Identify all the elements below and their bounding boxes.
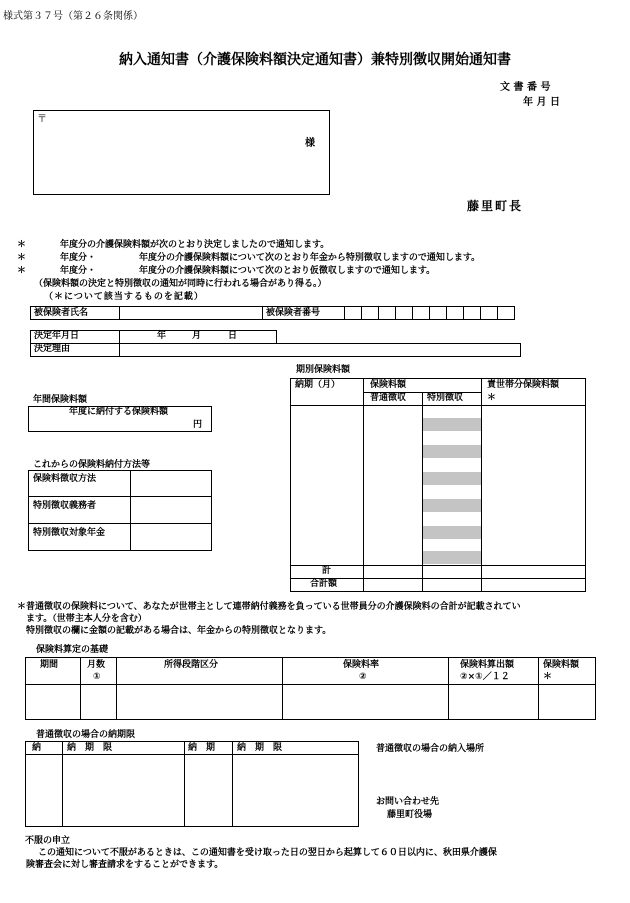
- insured-number-label: 被保険者番号: [266, 308, 321, 318]
- basis-sub-rate: ②: [359, 672, 367, 682]
- notice-text: 年度分の介護保険料額について次のとおり仮徴収しますので通知します。: [139, 266, 436, 276]
- contact-label: お問い合わせ先: [376, 797, 440, 807]
- decision-day: 日: [228, 331, 238, 341]
- col-special: 特別徴収: [427, 393, 464, 403]
- contact-office: 藤里町役場: [387, 810, 433, 820]
- notice-paren: （保険料額の決定と特別徴収の通知が同時に行われる場合があり得る。）: [34, 279, 327, 289]
- col-amount: 保険料額: [370, 380, 407, 390]
- method-row-label: 特別徴収義務者: [33, 501, 97, 511]
- notice-text: 年度分の介護保険料額が次のとおり決定しましたので通知します。: [60, 240, 330, 250]
- insured-name-label: 被保険者氏名: [34, 308, 89, 318]
- basis-col: 所得段階区分: [164, 660, 219, 670]
- basis-col: 保険料率: [343, 660, 380, 670]
- annual-subheading: 年度に納付する保険料額: [69, 407, 169, 417]
- decision-reason-label: 決定理由: [34, 344, 71, 354]
- basis-sub-month: ①: [93, 672, 101, 682]
- decision-date-label: 決定年月日: [34, 331, 80, 341]
- date-label: 年 月 日: [523, 97, 560, 108]
- deadline-col: 納 期 限: [67, 743, 113, 753]
- subtotal-label: 計: [322, 566, 332, 576]
- basis-heading: 保険料算定の基礎: [36, 645, 109, 655]
- objection-heading: 不服の申立: [25, 836, 71, 846]
- notice-mark: ＊: [17, 266, 27, 276]
- footnote-line: 特別徴収の欄に金額の記載がある場合は、年金からの特別徴収となります。: [26, 626, 332, 636]
- document-title: 納入通知書（介護保険料額決定通知書）兼特別徴収開始通知書: [119, 52, 511, 68]
- col-period: 納期（月）: [295, 380, 341, 390]
- decision-month: 月: [192, 331, 202, 341]
- basis-col: 保険料額: [543, 660, 580, 670]
- notice-mark: ＊: [17, 240, 27, 250]
- notice-note: （＊について該当するものを記載）: [44, 292, 204, 302]
- footnote-line: ＊普通徴収の保険料について、あなたが世帯主として連帯納付義務を負っている世帯員分の介護保険料の合計が記載されてい: [17, 602, 521, 612]
- basis-col: 月数: [87, 660, 106, 670]
- method-heading: これからの保険料納付方法等: [33, 460, 151, 470]
- basis-sub-amount: ＊: [543, 672, 553, 682]
- notice-mark: ＊: [17, 253, 27, 263]
- period-heading: 期別保険料額: [296, 365, 351, 375]
- deadlines-heading: 普通徴収の場合の納期限: [36, 730, 136, 740]
- notice-prefix: 年度分・: [60, 266, 97, 276]
- basis-col: 保険料算出額: [460, 660, 515, 670]
- deadline-col: 納 期: [188, 743, 216, 753]
- col-liability-mark: ＊: [487, 393, 497, 403]
- objection-line: この通知について不服があるときは、この通知書を受け取った日の翌日から起算して６０日以内に、秋田県介護保: [38, 848, 497, 858]
- total-label: 合計額: [310, 579, 338, 589]
- method-row-label: 保険料徴収方法: [33, 474, 97, 484]
- notice-prefix: 年度分・: [60, 253, 97, 263]
- notice-text: 年度分の介護保険料額について次のとおり年金から特別徴収しますので通知します。: [139, 253, 481, 263]
- doc-number-label: 文 書 番 号: [500, 82, 551, 93]
- col-regular: 普通徴収: [370, 393, 407, 403]
- address-box: [33, 110, 330, 195]
- period-table: [290, 378, 586, 592]
- col-liability: 責世帯分保険料額: [487, 380, 560, 390]
- deadline-col: 納 期 限: [237, 743, 283, 753]
- annual-unit: 円: [193, 420, 203, 430]
- decision-year: 年: [157, 331, 167, 341]
- objection-line: 険審査会に対し審査請求をすることができます。: [26, 860, 224, 870]
- basis-col: 期間: [40, 660, 59, 670]
- honorific: 様: [305, 138, 315, 149]
- payment-place-label: 普通徴収の場合の納入場所: [376, 744, 485, 754]
- basis-sub-calc: ②×①／１２: [460, 672, 510, 682]
- deadline-col: 納: [32, 743, 42, 753]
- footnote-line: ます。（世帯主本人分を含む）: [26, 614, 147, 624]
- method-row-label: 特別徴収対象年金: [33, 528, 106, 538]
- annual-heading: 年間保険料額: [33, 395, 88, 405]
- form-number: 様式第３７号（第２６条関係）: [3, 11, 143, 22]
- issuer-name: 藤里町長: [467, 199, 524, 213]
- postal-mark: 〒: [37, 114, 47, 125]
